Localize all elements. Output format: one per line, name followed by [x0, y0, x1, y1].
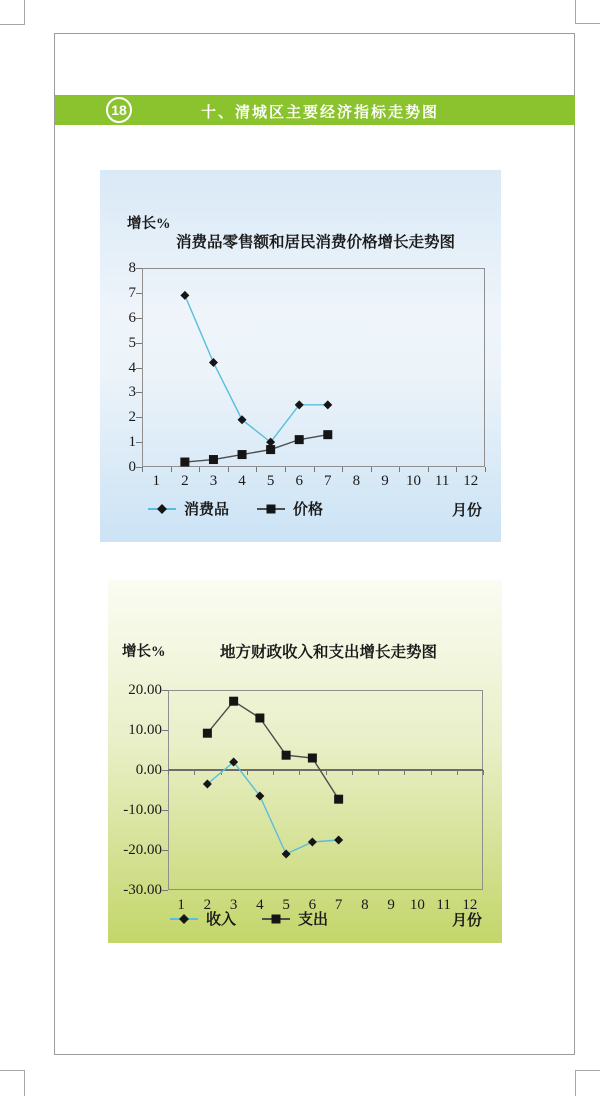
x-boundary-tick — [168, 770, 169, 775]
chart1-legend — [148, 498, 323, 519]
legend-line — [148, 508, 176, 510]
crop-mark-top-left — [24, 0, 25, 25]
x-month-label: 3 — [229, 897, 238, 913]
x-month-label: 4 — [256, 897, 264, 913]
y-tick-label: -10.00 — [123, 802, 162, 818]
y-tick-label: 5 — [128, 334, 136, 351]
x-month-label: 10 — [406, 473, 422, 489]
x-month-label: 4 — [238, 473, 246, 489]
y-tick-mark — [136, 268, 142, 269]
y-tick-label: 7 — [128, 284, 136, 301]
y-tick-mark — [136, 318, 142, 319]
y-tick-mark — [162, 890, 168, 891]
y-tick-mark — [136, 368, 142, 369]
legend-diamond-marker — [179, 914, 189, 924]
y-tick-mark — [136, 293, 142, 294]
chart2-plot-area — [168, 690, 483, 890]
crop-mark-bottom-right — [575, 1070, 576, 1096]
crop-mark-top-right — [575, 23, 600, 24]
y-tick-label: 6 — [128, 309, 136, 326]
y-tick-label: 1 — [128, 434, 136, 451]
x-month-label: 7 — [334, 897, 343, 913]
x-month-label: 9 — [381, 473, 389, 489]
x-boundary-tick — [299, 770, 300, 775]
y-tick-mark — [136, 442, 142, 443]
x-month-label: 8 — [352, 473, 361, 489]
x-boundary-tick — [404, 770, 405, 775]
chart2-x-axis-title: 月份 — [452, 913, 483, 929]
crop-mark-bottom-left — [24, 1070, 25, 1096]
x-month-label: 1 — [177, 897, 185, 913]
x-month-label: 2 — [203, 897, 212, 913]
y-tick-label: 8 — [128, 260, 136, 276]
y-tick-label: -30.00 — [123, 882, 162, 898]
chart2-title: 地方财政收入和支出增长走势图 — [219, 644, 437, 661]
header-title: 十、清城区主要经济指标走势图 — [201, 105, 440, 121]
legend-diamond-marker — [157, 504, 167, 514]
legend-label: 消费品 — [184, 502, 230, 518]
y-tick-mark — [162, 810, 168, 811]
chart1-y-axis-title: 增长% — [127, 216, 171, 232]
y-tick-mark — [136, 417, 142, 418]
legend-line — [257, 508, 285, 510]
y-tick-label: 3 — [128, 384, 136, 401]
x-month-label: 11 — [436, 897, 451, 913]
x-month-label: 6 — [295, 473, 303, 489]
legend-line — [170, 918, 198, 920]
x-month-label: 3 — [209, 473, 218, 489]
chart1-x-axis-title: 月份 — [452, 503, 483, 519]
crop-mark-top-right — [575, 0, 576, 24]
x-boundary-tick — [326, 770, 327, 775]
crop-mark-bottom-left — [0, 1070, 25, 1071]
chart-panel-fiscal — [108, 580, 502, 943]
page-number-badge: 18 — [106, 97, 132, 123]
x-month-label: 1 — [152, 473, 161, 489]
x-boundary-tick — [378, 770, 379, 775]
legend-item — [257, 498, 323, 519]
x-month-label: 7 — [324, 473, 332, 489]
legend-label: 价格 — [293, 502, 324, 518]
x-month-label: 11 — [434, 473, 450, 489]
legend-item — [148, 498, 229, 519]
y-tick-mark — [162, 690, 168, 691]
y-tick-mark — [162, 730, 168, 731]
header-bar — [55, 95, 575, 125]
y-tick-label: -20.00 — [123, 842, 162, 858]
y-tick-mark — [136, 343, 142, 344]
y-tick-mark — [136, 392, 142, 393]
crop-mark-top-left — [0, 24, 25, 25]
x-month-label: 10 — [409, 897, 425, 913]
x-month-label: 2 — [181, 473, 189, 489]
legend-line — [262, 918, 290, 920]
chart1-plot-area — [142, 268, 485, 467]
legend-label: 收入 — [206, 912, 237, 928]
y-tick-mark — [162, 850, 168, 851]
x-boundary-tick — [247, 770, 248, 775]
legend-square-marker — [272, 914, 281, 923]
x-boundary-tick — [431, 770, 432, 775]
chart-panel-consumer-price — [100, 170, 501, 542]
legend-label: 支出 — [298, 912, 329, 928]
y-tick-label: 10.00 — [128, 722, 162, 738]
legend-square-marker — [267, 504, 276, 513]
x-boundary-tick — [485, 467, 486, 472]
y-tick-label: 4 — [128, 359, 136, 376]
chart1-title: 消费品零售额和居民消费价格增长走势图 — [175, 234, 455, 251]
x-month-label: 8 — [361, 897, 369, 913]
x-boundary-tick — [352, 770, 353, 775]
chart2-y-axis-title: 增长% — [122, 644, 166, 660]
x-month-label: 12 — [463, 473, 479, 489]
y-tick-label: 20.00 — [128, 682, 162, 698]
x-boundary-tick — [483, 770, 484, 775]
y-tick-label: 2 — [128, 409, 136, 426]
y-tick-label: 0 — [128, 459, 136, 475]
x-boundary-tick — [194, 770, 195, 775]
x-month-label: 9 — [387, 897, 395, 913]
crop-mark-bottom-right — [575, 1070, 600, 1071]
x-month-label: 5 — [266, 473, 275, 489]
x-boundary-tick — [457, 770, 458, 775]
x-month-label: 12 — [462, 897, 478, 913]
x-month-label: 6 — [308, 897, 317, 913]
x-boundary-tick — [273, 770, 274, 775]
x-boundary-tick — [221, 770, 222, 775]
x-month-label: 5 — [282, 897, 290, 913]
y-tick-label: 0.00 — [135, 762, 162, 778]
